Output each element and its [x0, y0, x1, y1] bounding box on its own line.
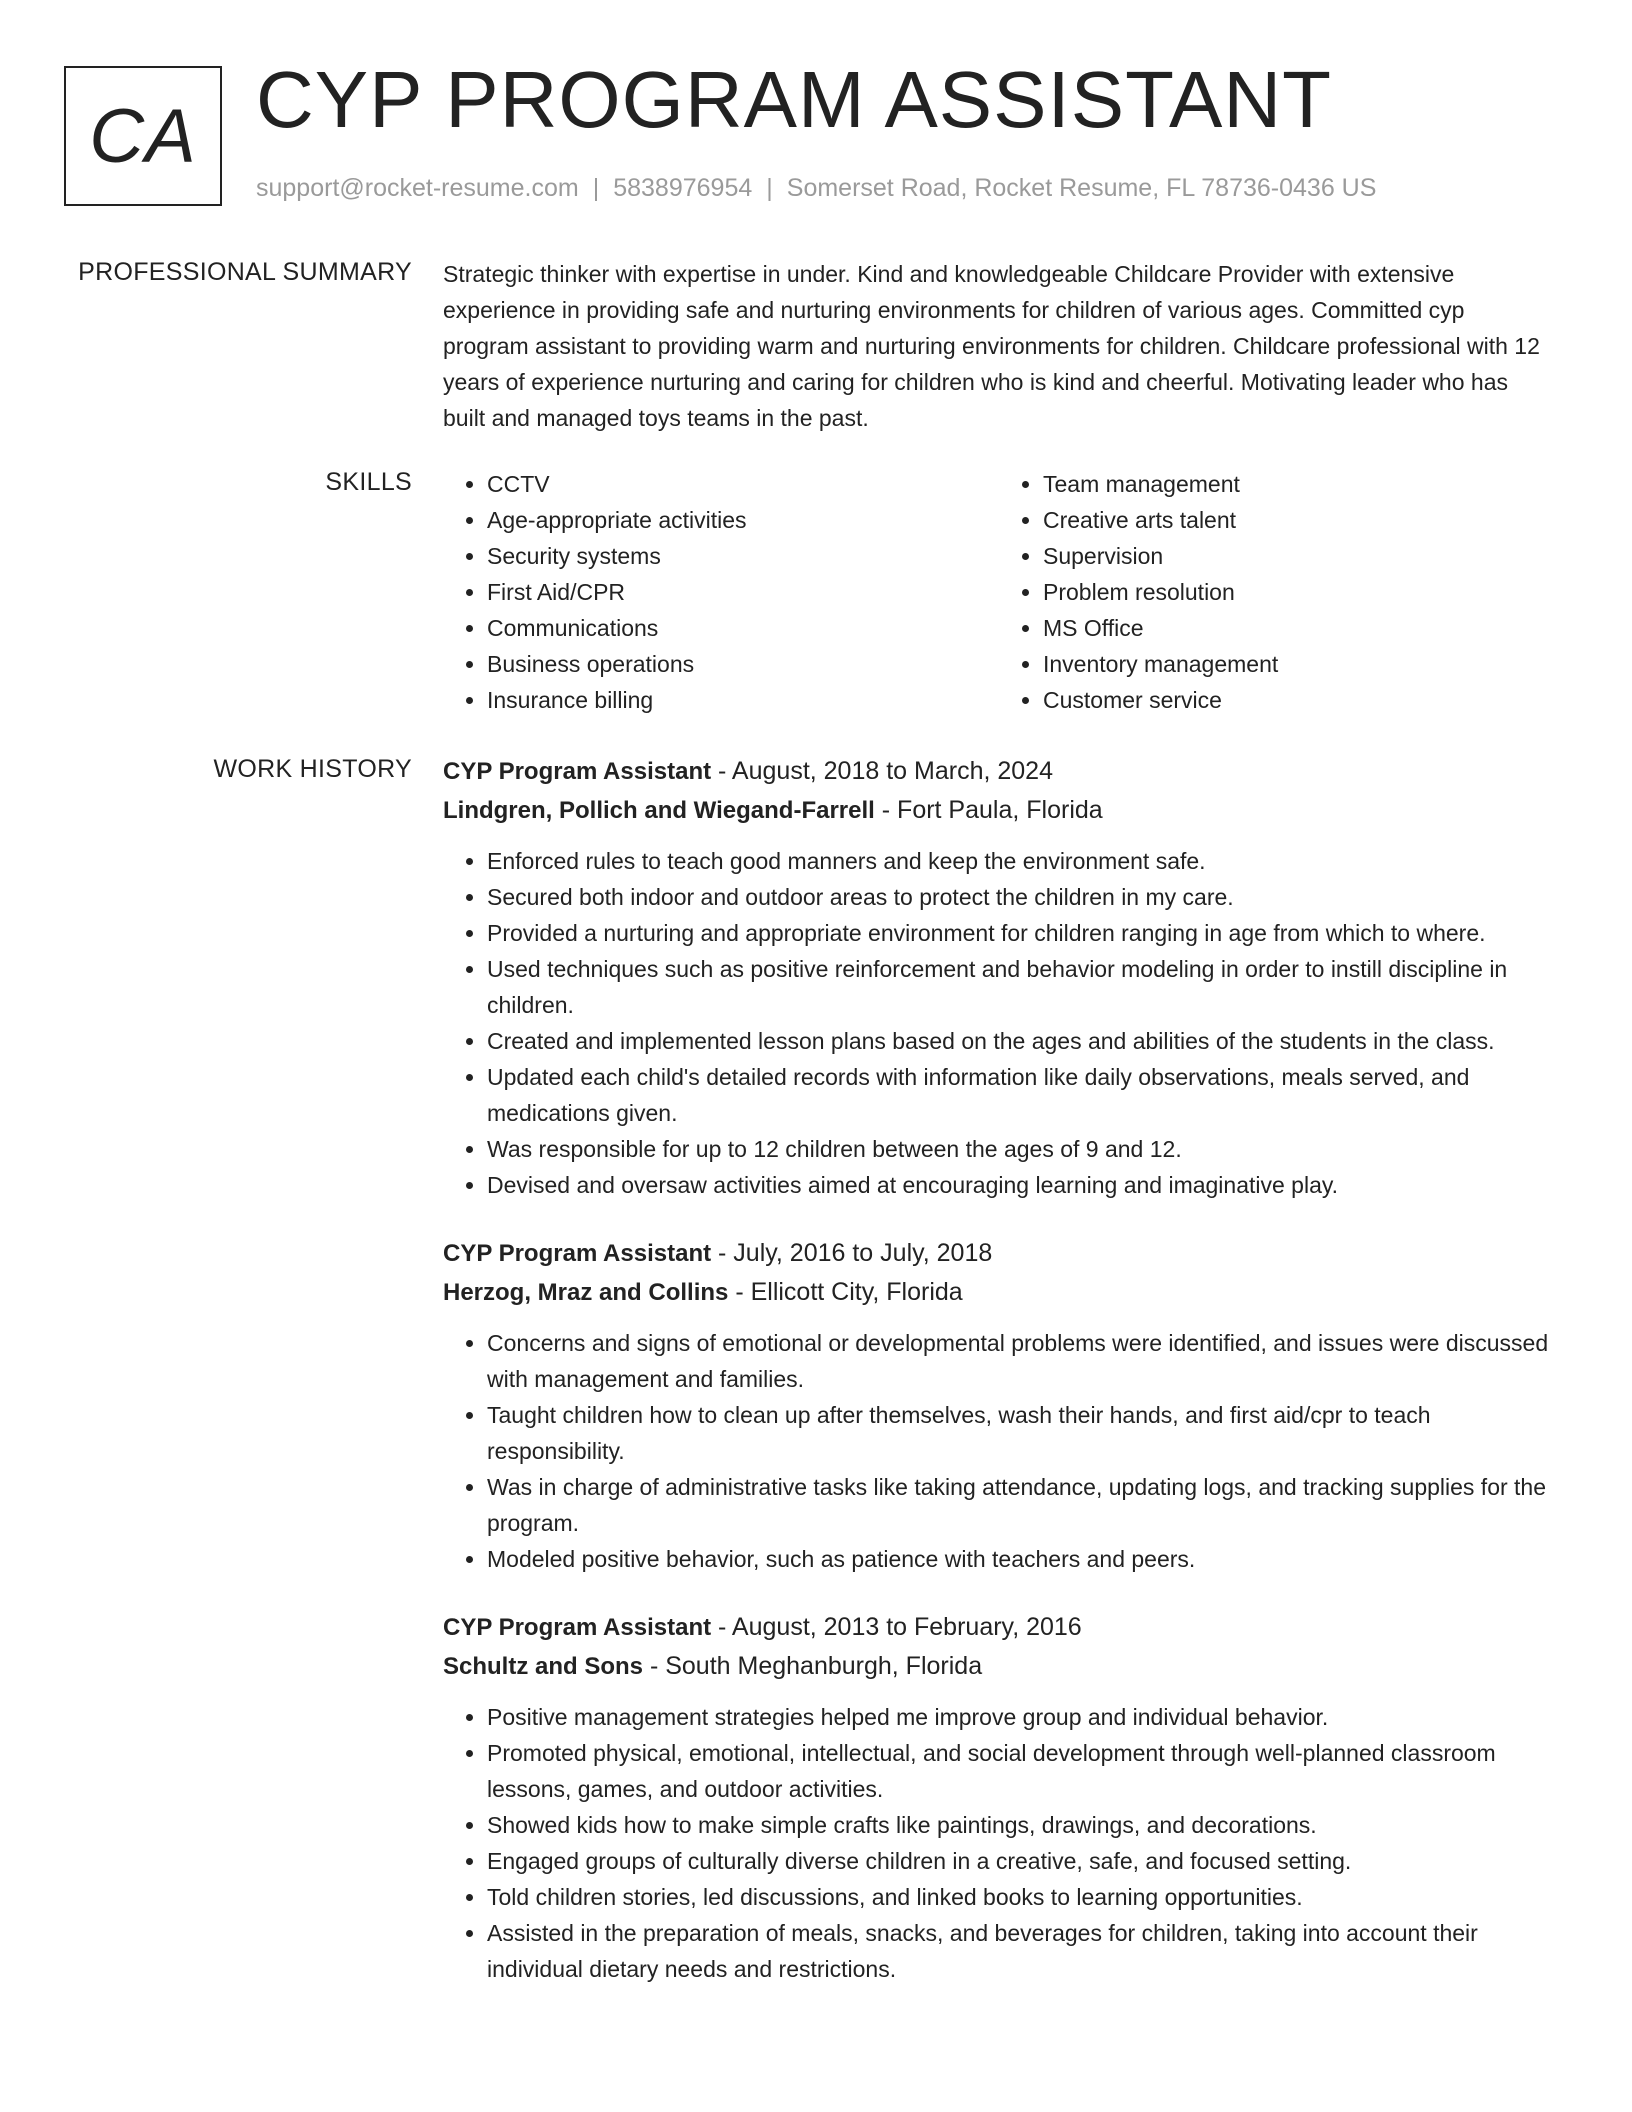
work-history-body — [443, 752, 1555, 2018]
skills-body — [443, 466, 1555, 718]
job-entry — [443, 1608, 1555, 1987]
job-bullet: • Was in charge of administrative tasks like taking attendance, updating logs, and tracking supplies for the program. — [487, 1469, 1555, 1541]
job-bullet: • Engaged groups of culturally diverse children in a creative, safe, and focused setting. — [487, 1843, 1555, 1879]
summary-body — [443, 256, 1555, 436]
skill-item: • Age-appropriate activities — [487, 502, 999, 538]
job-bullet: • Was responsible for up to 12 children between the ages of 9 and 12. — [487, 1131, 1555, 1167]
job-bullet: • Provided a nurturing and appropriate environment for children ranging in age from which to where. — [487, 915, 1555, 951]
skill-item: • MS Office — [1043, 610, 1555, 646]
skills-list-left — [443, 466, 999, 718]
contact-email: support@rocket-resume.com — [256, 174, 579, 202]
job-bullet-list — [443, 1325, 1555, 1577]
job-company-line — [443, 791, 1555, 830]
job-dates: - July, 2016 to July, 2018 — [711, 1239, 993, 1267]
job-dates: - August, 2013 to February, 2016 — [711, 1613, 1082, 1641]
job-company-line — [443, 1647, 1555, 1686]
contact-address: Somerset Road, Rocket Resume, FL 78736-0436 US — [786, 174, 1377, 202]
job-role: CYP Program Assistant — [443, 758, 712, 785]
skills-heading: SKILLS — [325, 468, 412, 496]
skill-item: • First Aid/CPR — [487, 574, 999, 610]
job-dates: - August, 2018 to March, 2024 — [711, 757, 1053, 785]
job-location: - Fort Paula, Florida — [874, 796, 1103, 824]
job-bullet: • Taught children how to clean up after themselves, wash their hands, and first aid/cpr to teach responsibility. — [487, 1397, 1555, 1469]
contact-line — [256, 174, 1376, 203]
work-history-heading: WORK HISTORY — [213, 755, 412, 783]
skill-item: • Creative arts talent — [1043, 502, 1555, 538]
job-location: - South Meghanburgh, Florida — [643, 1652, 983, 1680]
contact-separator: | — [592, 174, 600, 202]
skill-item: • Inventory management — [1043, 646, 1555, 682]
job-role: CYP Program Assistant — [443, 1240, 712, 1267]
job-entry — [443, 752, 1555, 1203]
job-bullet-list — [443, 1699, 1555, 1987]
skills-grid — [443, 466, 1555, 718]
job-company: Herzog, Mraz and Collins — [443, 1279, 729, 1306]
skill-item: • Communications — [487, 610, 999, 646]
job-title-line — [443, 1608, 1555, 1647]
skill-item: • Problem resolution — [1043, 574, 1555, 610]
monogram-logo: CA — [64, 66, 222, 206]
job-location: - Ellicott City, Florida — [728, 1278, 963, 1306]
skills-list-right — [999, 466, 1555, 718]
job-bullet: • Assisted in the preparation of meals, snacks, and beverages for children, taking into account their individual dietary needs and restrictions. — [487, 1915, 1555, 1987]
skill-item: • Business operations — [487, 646, 999, 682]
skill-item: • Supervision — [1043, 538, 1555, 574]
job-bullet: • Modeled positive behavior, such as patience with teachers and peers. — [487, 1541, 1555, 1577]
job-bullet: • Used techniques such as positive reinforcement and behavior modeling in order to instill discipline in children. — [487, 951, 1555, 1023]
summary-text: Strategic thinker with expertise in under. Kind and knowledgeable Childcare Provider with extensive experience in providing safe and nurturing environments for children of various ages. Committed cyp program assistant to providing warm and nurturing environments for children. Childcare professional with 12 years of experience nurturing and caring for children who is kind and cheerful. Motivating leader who has built and managed toys teams in the past. — [443, 261, 1540, 431]
contact-separator: | — [766, 174, 773, 202]
job-bullet: • Positive management strategies helped me improve group and individual behavior. — [487, 1699, 1555, 1735]
skill-item: • Security systems — [487, 538, 999, 574]
job-title-line — [443, 1234, 1555, 1273]
skill-item: • Customer service — [1043, 682, 1555, 718]
job-bullet: • Told children stories, led discussions, and linked books to learning opportunities. — [487, 1879, 1555, 1915]
contact-phone: 5838976954 — [613, 174, 753, 202]
skill-item: • Team management — [1043, 466, 1555, 502]
skill-item: • Insurance billing — [487, 682, 999, 718]
job-bullet: • Devised and oversaw activities aimed at encouraging learning and imaginative play. — [487, 1167, 1555, 1203]
job-bullet: • Created and implemented lesson plans based on the ages and abilities of the students in the class. — [487, 1023, 1555, 1059]
job-company: Lindgren, Pollich and Wiegand-Farrell — [443, 797, 875, 824]
job-bullet: • Concerns and signs of emotional or developmental problems were identified, and issues were discussed with management and families. — [487, 1325, 1555, 1397]
job-bullet: • Enforced rules to teach good manners and keep the environment safe. — [487, 843, 1555, 879]
summary-heading: PROFESSIONAL SUMMARY — [78, 258, 412, 286]
job-role: CYP Program Assistant — [443, 1614, 712, 1641]
job-company-line — [443, 1273, 1555, 1312]
job-title-line — [443, 752, 1555, 791]
job-bullet: • Secured both indoor and outdoor areas to protect the children in my care. — [487, 879, 1555, 915]
job-bullet: • Showed kids how to make simple crafts like paintings, drawings, and decorations. — [487, 1807, 1555, 1843]
skill-item: • CCTV — [487, 466, 999, 502]
job-bullet-list — [443, 843, 1555, 1203]
page-title: CYP PROGRAM ASSISTANT — [256, 55, 1333, 144]
job-bullet: • Promoted physical, emotional, intellectual, and social development through well-planned classroom lessons, games, and outdoor activities. — [487, 1735, 1555, 1807]
job-entry — [443, 1234, 1555, 1577]
job-company: Schultz and Sons — [443, 1653, 644, 1680]
job-bullet: • Updated each child's detailed records with information like daily observations, meals served, and medications given. — [487, 1059, 1555, 1131]
